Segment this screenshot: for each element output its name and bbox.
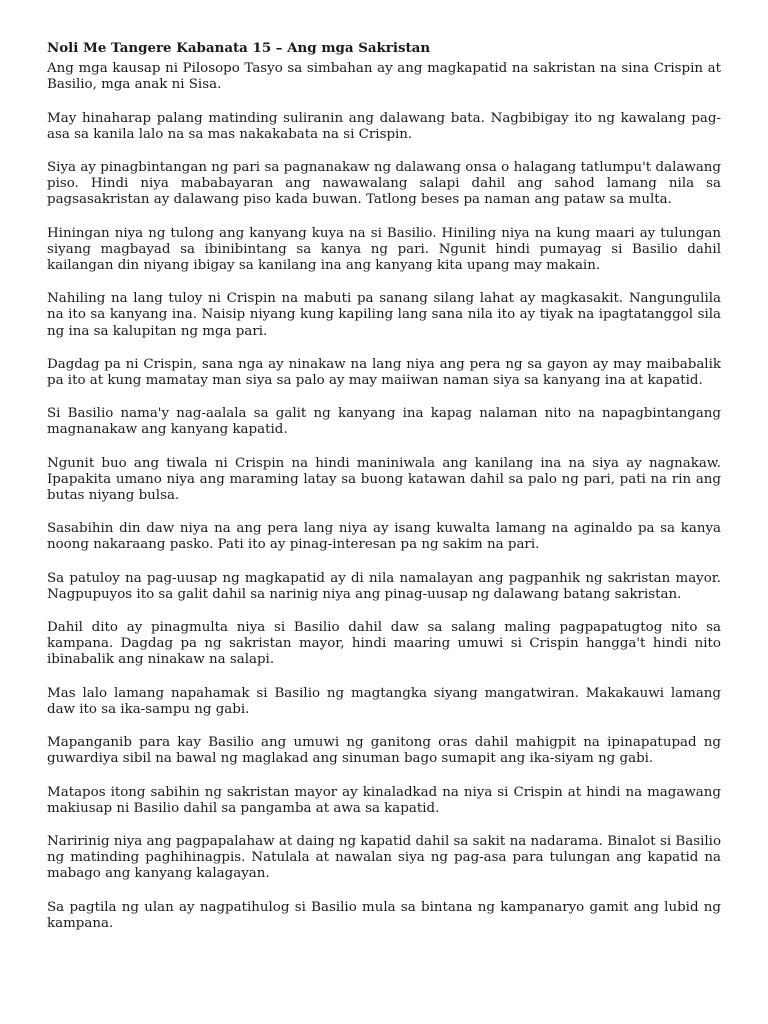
paragraph: Matapos itong sabihin ng sakristan mayor ay kinaladkad na niya si Crispin at hindi na magawang makiusap ni Basilio dahil sa pangamba at awa sa kapatid. <box>47 784 721 816</box>
paragraph: May hinaharap palang matinding suliranin ang dalawang bata. Nagbibigay ito ng kawalang pag-asa sa kanila lalo na sa mas nakakabata na si Crispin. <box>47 110 721 142</box>
paragraph: Naririnig niya ang pagpapalahaw at daing ng kapatid dahil sa sakit na nadarama. Binalot si Basilio ng matinding paghihinagpis. Natulala at nawalan siya ng pag-asa para tulungan ang kapatid na mabago ang kanyang kalagayan. <box>47 833 721 882</box>
paragraph: Sa patuloy na pag-uusap ng magkapatid ay di nila namalayan ang pagpanhik ng sakristan mayor. Nagpupuyos ito sa galit dahil sa narinig niya ang pinag-uusap ng dalawang batang sakristan. <box>47 570 721 602</box>
paragraph: Ang mga kausap ni Pilosopo Tasyo sa simbahan ay ang magkapatid na sakristan na sina Crispin at Basilio, mga anak ni Sisa. <box>47 61 721 93</box>
document-title: Noli Me Tangere Kabanata 15 – Ang mga Sakristan <box>47 40 431 56</box>
paragraph: Siya ay pinagbintangan ng pari sa pagnanakaw ng dalawang onsa o halagang tatlumpu't dalawang piso. Hindi niya mababayaran ang nawawalang salapi dahil ang sahod lamang nila sa pagsasakristan ay dalawang piso kada buwan. Tatlong beses pa naman ang pataw sa multa. <box>47 160 721 208</box>
document-page <box>47 40 721 949</box>
paragraph: Nahiling na lang tuloy ni Crispin na mabuti pa sanang silang lahat ay magkasakit. Nangungulila na ito sa kanyang ina. Naisip niyang kung kapiling lang sana nila ito ay tiyak na ipagtatanggol sila ng ina sa kalupitan ng mga pari. <box>47 291 721 339</box>
paragraph: Dahil dito ay pinagmulta niya si Basilio dahil daw sa salang maling pagpapatugtog nito sa kampana. Dagdag pa ng sakristan mayor, hindi maaring umuwi si Crispin hangga't hindi nito ibinabalik ang ninakaw na salapi. <box>47 620 721 668</box>
paragraph: Hiningan niya ng tulong ang kanyang kuya na si Basilio. Hiniling niya na kung maari ay tulungan siyang magbayad sa ibinibintang sa kanya ng pari. Ngunit hindi pumayag si Basilio dahil kailangan din niyang ibigay sa kanilang ina ang kanyang kita upang may makain. <box>47 225 721 274</box>
paragraph: Dagdag pa ni Crispin, sana nga ay ninakaw na lang niya ang pera ng sa gayon ay may maibabalik pa ito at kung mamatay man siya sa palo ay may maiiwan naman siya sa kanyang ina at kapatid. <box>47 356 721 389</box>
paragraph: Si Basilio nama'y nag-aalala sa galit ng kanyang ina kapag nalaman nito na napagbintangang magnanakaw ang kanyang kapatid. <box>47 406 721 438</box>
paragraph: Ngunit buo ang tiwala ni Crispin na hindi maniniwala ang kanilang ina na siya ay nagnakaw. Ipapakita umano niya ang maraming latay sa buong katawan dahil sa palo ng pari, pati na rin ang butas niyang bulsa. <box>47 455 721 504</box>
paragraph: Sasabihin din daw niya na ang pera lang niya ay isang kuwalta lamang na aginaldo pa sa kanya noong nakaraang pasko. Pati ito ay pinag-interesan pa ng sakim na pari. <box>47 521 721 553</box>
paragraph: Sa pagtila ng ulan ay nagpatihulog si Basilio mula sa bintana ng kampanaryo gamit ang lubid ng kampana. <box>47 899 721 931</box>
paragraph: Mapanganib para kay Basilio ang umuwi ng ganitong oras dahil mahigpit na ipinapatupad ng guwardiya sibil na bawal ng maglakad ang sinuman bago sumapit ang ika-siyam ng gabi. <box>47 735 721 767</box>
paragraph: Mas lalo lamang napahamak si Basilio ng magtangka siyang mangatwiran. Makakauwi lamang daw ito sa ika-sampu ng gabi. <box>47 685 721 717</box>
